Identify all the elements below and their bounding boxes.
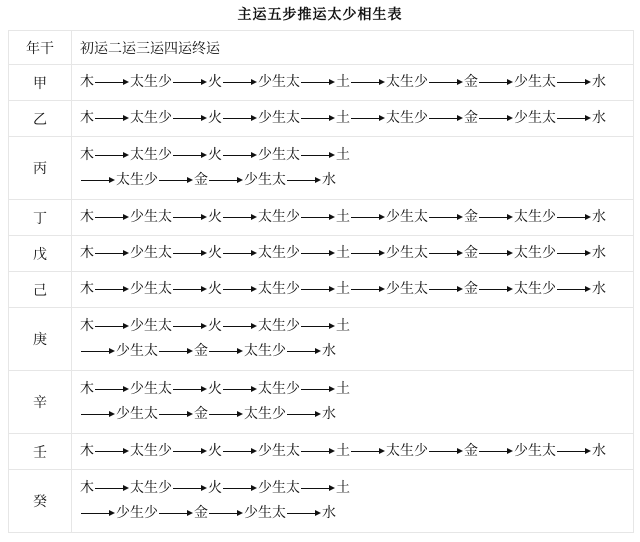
arrow-icon [222, 439, 258, 464]
relation-label: 太生少 [514, 209, 556, 225]
stem-cell: 乙 [9, 101, 72, 137]
arrow-icon [300, 106, 336, 131]
element-label: 火 [208, 480, 222, 496]
element-label: 金 [194, 505, 208, 521]
sequence-line [80, 439, 633, 464]
arrow-icon [172, 439, 208, 464]
arrow-icon [222, 314, 258, 339]
arrow-icon [478, 205, 514, 230]
element-label: 土 [336, 147, 350, 163]
relation-label: 少生太 [130, 245, 172, 261]
element-label: 火 [208, 318, 222, 334]
relation-label: 少生太 [130, 209, 172, 225]
relation-label: 少生太 [258, 147, 300, 163]
sequence-line [80, 476, 633, 501]
arrow-icon [172, 205, 208, 230]
arrow-icon [556, 205, 592, 230]
arrow-icon [300, 476, 336, 501]
sequence-line [80, 205, 633, 230]
arrow-icon [222, 106, 258, 131]
data-table [8, 30, 634, 533]
element-label: 土 [336, 443, 350, 459]
arrow-icon [350, 70, 386, 95]
arrow-icon [208, 168, 244, 193]
relation-label: 少生太 [116, 343, 158, 359]
element-label: 木 [80, 147, 94, 163]
relation-label: 少生太 [244, 505, 286, 521]
sequence-line [80, 143, 633, 168]
table-row [9, 101, 634, 137]
arrow-icon [556, 277, 592, 302]
relation-label: 太生少 [244, 406, 286, 422]
arrow-icon [80, 501, 116, 526]
arrow-icon [172, 143, 208, 168]
relation-label: 太生少 [130, 147, 172, 163]
arrow-icon [172, 70, 208, 95]
element-label: 木 [80, 110, 94, 126]
header-stem-cell: 年干 [9, 31, 72, 65]
table-row [9, 272, 634, 308]
relation-label: 太生少 [130, 480, 172, 496]
arrow-icon [300, 314, 336, 339]
element-label: 金 [464, 281, 478, 297]
arrow-icon [428, 277, 464, 302]
sequence-line [80, 339, 633, 364]
arrow-icon [556, 70, 592, 95]
arrow-icon [300, 377, 336, 402]
element-label: 土 [336, 245, 350, 261]
arrow-icon [94, 277, 130, 302]
arrow-icon [300, 241, 336, 266]
relation-label: 少生太 [514, 443, 556, 459]
sequence-line [80, 70, 633, 95]
element-label: 金 [194, 406, 208, 422]
arrow-icon [94, 205, 130, 230]
sequence-cell [72, 200, 634, 236]
arrow-icon [94, 439, 130, 464]
arrow-icon [286, 501, 322, 526]
arrow-icon [350, 205, 386, 230]
element-label: 火 [208, 209, 222, 225]
arrow-icon [222, 143, 258, 168]
arrow-icon [478, 439, 514, 464]
element-label: 火 [208, 74, 222, 90]
element-label: 水 [592, 281, 606, 297]
relation-label: 少生太 [386, 281, 428, 297]
arrow-icon [428, 205, 464, 230]
sequence-line [80, 241, 633, 266]
element-label: 金 [464, 74, 478, 90]
element-label: 火 [208, 110, 222, 126]
stem-cell: 辛 [9, 371, 72, 434]
element-label: 木 [80, 381, 94, 397]
sequence-line [80, 277, 633, 302]
element-label: 火 [208, 381, 222, 397]
arrow-icon [94, 106, 130, 131]
arrow-icon [428, 241, 464, 266]
table-row [9, 470, 634, 533]
table-row [9, 236, 634, 272]
arrow-icon [286, 168, 322, 193]
relation-label: 太生少 [244, 343, 286, 359]
stem-cell: 甲 [9, 65, 72, 101]
element-label: 木 [80, 74, 94, 90]
arrow-icon [222, 476, 258, 501]
element-label: 水 [592, 110, 606, 126]
arrow-icon [80, 402, 116, 427]
element-label: 水 [592, 209, 606, 225]
arrow-icon [80, 168, 116, 193]
element-label: 木 [80, 281, 94, 297]
relation-label: 太生少 [258, 318, 300, 334]
element-label: 土 [336, 74, 350, 90]
arrow-icon [350, 439, 386, 464]
table-row [9, 200, 634, 236]
relation-label: 太生少 [514, 281, 556, 297]
element-label: 土 [336, 209, 350, 225]
arrow-icon [300, 205, 336, 230]
stem-cell: 己 [9, 272, 72, 308]
arrow-icon [222, 377, 258, 402]
element-label: 木 [80, 245, 94, 261]
arrow-icon [478, 106, 514, 131]
arrow-icon [94, 70, 130, 95]
sequence-cell [72, 434, 634, 470]
arrow-icon [478, 70, 514, 95]
element-label: 金 [464, 443, 478, 459]
arrow-icon [350, 277, 386, 302]
element-label: 水 [322, 406, 336, 422]
element-label: 土 [336, 318, 350, 334]
arrow-icon [94, 143, 130, 168]
relation-label: 太生少 [130, 443, 172, 459]
arrow-icon [428, 106, 464, 131]
arrow-icon [428, 70, 464, 95]
element-label: 金 [194, 172, 208, 188]
arrow-icon [158, 168, 194, 193]
element-label: 水 [322, 343, 336, 359]
sequence-line [80, 377, 633, 402]
element-label: 金 [464, 209, 478, 225]
arrow-icon [300, 70, 336, 95]
sequence-line [80, 314, 633, 339]
relation-label: 少生太 [130, 318, 172, 334]
stem-cell: 癸 [9, 470, 72, 533]
header-sequence-cell: 初运二运三运四运终运 [72, 31, 634, 65]
element-label: 土 [336, 281, 350, 297]
arrow-icon [208, 339, 244, 364]
relation-label: 太生少 [258, 245, 300, 261]
arrow-icon [286, 339, 322, 364]
relation-label: 少生太 [386, 209, 428, 225]
relation-label: 少生太 [130, 381, 172, 397]
sequence-cell [72, 470, 634, 533]
element-label: 金 [194, 343, 208, 359]
element-label: 木 [80, 443, 94, 459]
table-row [9, 137, 634, 200]
arrow-icon [94, 314, 130, 339]
element-label: 水 [322, 172, 336, 188]
sequence-cell [72, 236, 634, 272]
arrow-icon [158, 402, 194, 427]
arrow-icon [208, 402, 244, 427]
sequence-cell [72, 65, 634, 101]
element-label: 火 [208, 245, 222, 261]
relation-label: 太生少 [386, 110, 428, 126]
sequence-line [80, 501, 633, 526]
arrow-icon [286, 402, 322, 427]
sequence-line [80, 402, 633, 427]
table-title: 主运五步推运太少相生表 [237, 7, 403, 23]
arrow-icon [208, 501, 244, 526]
arrow-icon [158, 339, 194, 364]
relation-label: 太生少 [386, 74, 428, 90]
arrow-icon [158, 501, 194, 526]
relation-label: 少生太 [116, 406, 158, 422]
element-label: 土 [336, 110, 350, 126]
arrow-icon [556, 241, 592, 266]
relation-label: 太生少 [258, 281, 300, 297]
arrow-icon [94, 241, 130, 266]
element-label: 木 [80, 480, 94, 496]
relation-label: 太生少 [258, 381, 300, 397]
arrow-icon [350, 106, 386, 131]
arrow-icon [478, 277, 514, 302]
arrow-icon [300, 277, 336, 302]
sequence-line [80, 168, 633, 193]
arrow-icon [94, 377, 130, 402]
arrow-icon [222, 277, 258, 302]
relation-label: 少生太 [258, 110, 300, 126]
arrow-icon [94, 476, 130, 501]
relation-label: 太生少 [116, 172, 158, 188]
header-row [9, 31, 634, 65]
stem-cell: 壬 [9, 434, 72, 470]
table-row [9, 65, 634, 101]
sequence-cell [72, 308, 634, 371]
sequence-cell [72, 371, 634, 434]
arrow-icon [222, 70, 258, 95]
relation-label: 太生少 [258, 209, 300, 225]
arrow-icon [556, 106, 592, 131]
relation-label: 少生太 [258, 74, 300, 90]
arrow-icon [428, 439, 464, 464]
relation-label: 太生少 [130, 110, 172, 126]
table-row [9, 308, 634, 371]
relation-label: 少生太 [258, 443, 300, 459]
element-label: 土 [336, 480, 350, 496]
stem-cell: 丁 [9, 200, 72, 236]
relation-label: 太生少 [514, 245, 556, 261]
element-label: 土 [336, 381, 350, 397]
arrow-icon [172, 241, 208, 266]
arrow-icon [172, 314, 208, 339]
table-row [9, 371, 634, 434]
relation-label: 少生太 [130, 281, 172, 297]
relation-label: 少生太 [514, 110, 556, 126]
arrow-icon [172, 476, 208, 501]
sequence-line [80, 106, 633, 131]
arrow-icon [172, 277, 208, 302]
element-label: 金 [464, 245, 478, 261]
stem-cell: 戊 [9, 236, 72, 272]
relation-label: 少生太 [258, 480, 300, 496]
arrow-icon [556, 439, 592, 464]
element-label: 水 [592, 245, 606, 261]
element-label: 火 [208, 443, 222, 459]
relation-label: 少生少 [116, 505, 158, 521]
stem-cell: 丙 [9, 137, 72, 200]
element-label: 金 [464, 110, 478, 126]
element-label: 木 [80, 318, 94, 334]
element-label: 水 [592, 74, 606, 90]
element-label: 火 [208, 281, 222, 297]
arrow-icon [172, 377, 208, 402]
relation-label: 少生太 [514, 74, 556, 90]
arrow-icon [300, 439, 336, 464]
element-label: 木 [80, 209, 94, 225]
relation-label: 少生太 [244, 172, 286, 188]
relation-label: 太生少 [386, 443, 428, 459]
stem-cell: 庚 [9, 308, 72, 371]
arrow-icon [222, 241, 258, 266]
relation-label: 太生少 [130, 74, 172, 90]
arrow-icon [300, 143, 336, 168]
relation-label: 少生太 [386, 245, 428, 261]
sequence-cell [72, 272, 634, 308]
arrow-icon [478, 241, 514, 266]
arrow-icon [172, 106, 208, 131]
arrow-icon [350, 241, 386, 266]
table-row [9, 434, 634, 470]
arrow-icon [80, 339, 116, 364]
sequence-cell [72, 137, 634, 200]
element-label: 水 [592, 443, 606, 459]
arrow-icon [222, 205, 258, 230]
table-body [9, 31, 634, 533]
element-label: 火 [208, 147, 222, 163]
element-label: 水 [322, 505, 336, 521]
sequence-cell [72, 101, 634, 137]
